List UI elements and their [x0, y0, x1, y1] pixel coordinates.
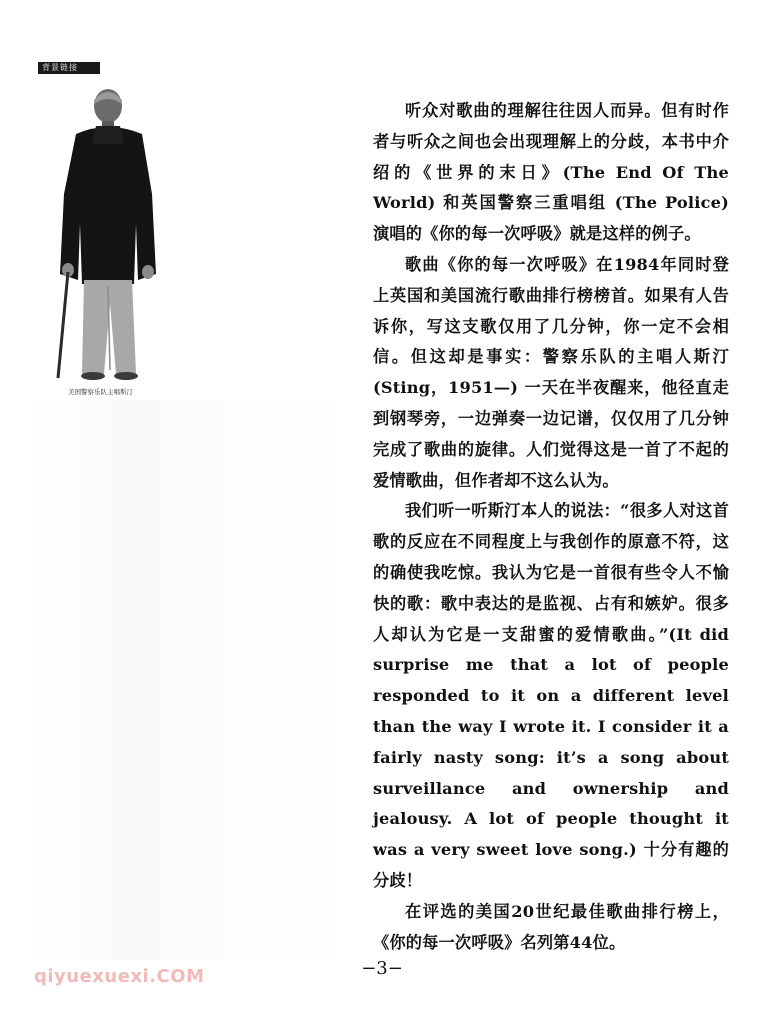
site-watermark: qiyuexuexi.COM — [34, 966, 205, 987]
singer-figure-illustration — [38, 74, 162, 384]
paragraph-2: 歌曲《你的每一次呼吸》在1984年同时登上英国和美国流行歌曲排行榜榜首。如果有人告诉你，写这支歌仅用了几分钟，你一定不会相信。但这却是事实：警察乐队的主唱人斯汀 (Sting，1951—) 一天在半夜醒来，他径直走到钢琴旁，一边弹奏一边记谱，仅仅用了几分钟完成了歌曲的旋律。人们觉得这是一首了不起的爱情歌曲，但作者却不这么认为。 — [373, 254, 729, 490]
background-link-tag: 背景链接 — [38, 62, 100, 74]
singer-photo — [38, 74, 162, 384]
paragraph-1: 听众对歌曲的理解往往因人而异。但有时作者与听众之间也会出现理解上的分歧，本书中介绍的《世界的末日》(The End Of The World) 和英国警察三重唱组 (The Police) 演唱的《你的每一次呼吸》就是这样的例子。 — [373, 101, 729, 244]
scan-shading — [30, 400, 360, 960]
paragraph-4: 在评选的美国20世纪最佳歌曲排行榜上，《你的每一次呼吸》名列第44位。 — [373, 901, 729, 952]
page-number: −3− — [361, 958, 403, 979]
paragraph-3: 我们听一听斯汀本人的说法：“很多人对这首歌的反应在不同程度上与我创作的原意不符，这的确使我吃惊。我认为它是一首很有些令人不愉快的歌：歌中表达的是监视、占有和嫉妒。很多人却认为它是一支甜蜜的爱情歌曲。”(It did surprise me that a lot of people responded to it on a different level than the way I wrote it. I consider it a fairly nasty song: it’s a song about surveillance and ownership and jealousy. A lot of people thought it was a very sweet love song.) 十分有趣的分歧！ — [373, 501, 729, 890]
photo-caption: 美国警察乐队主唱斯汀 — [68, 388, 133, 396]
article-body — [373, 96, 729, 958]
